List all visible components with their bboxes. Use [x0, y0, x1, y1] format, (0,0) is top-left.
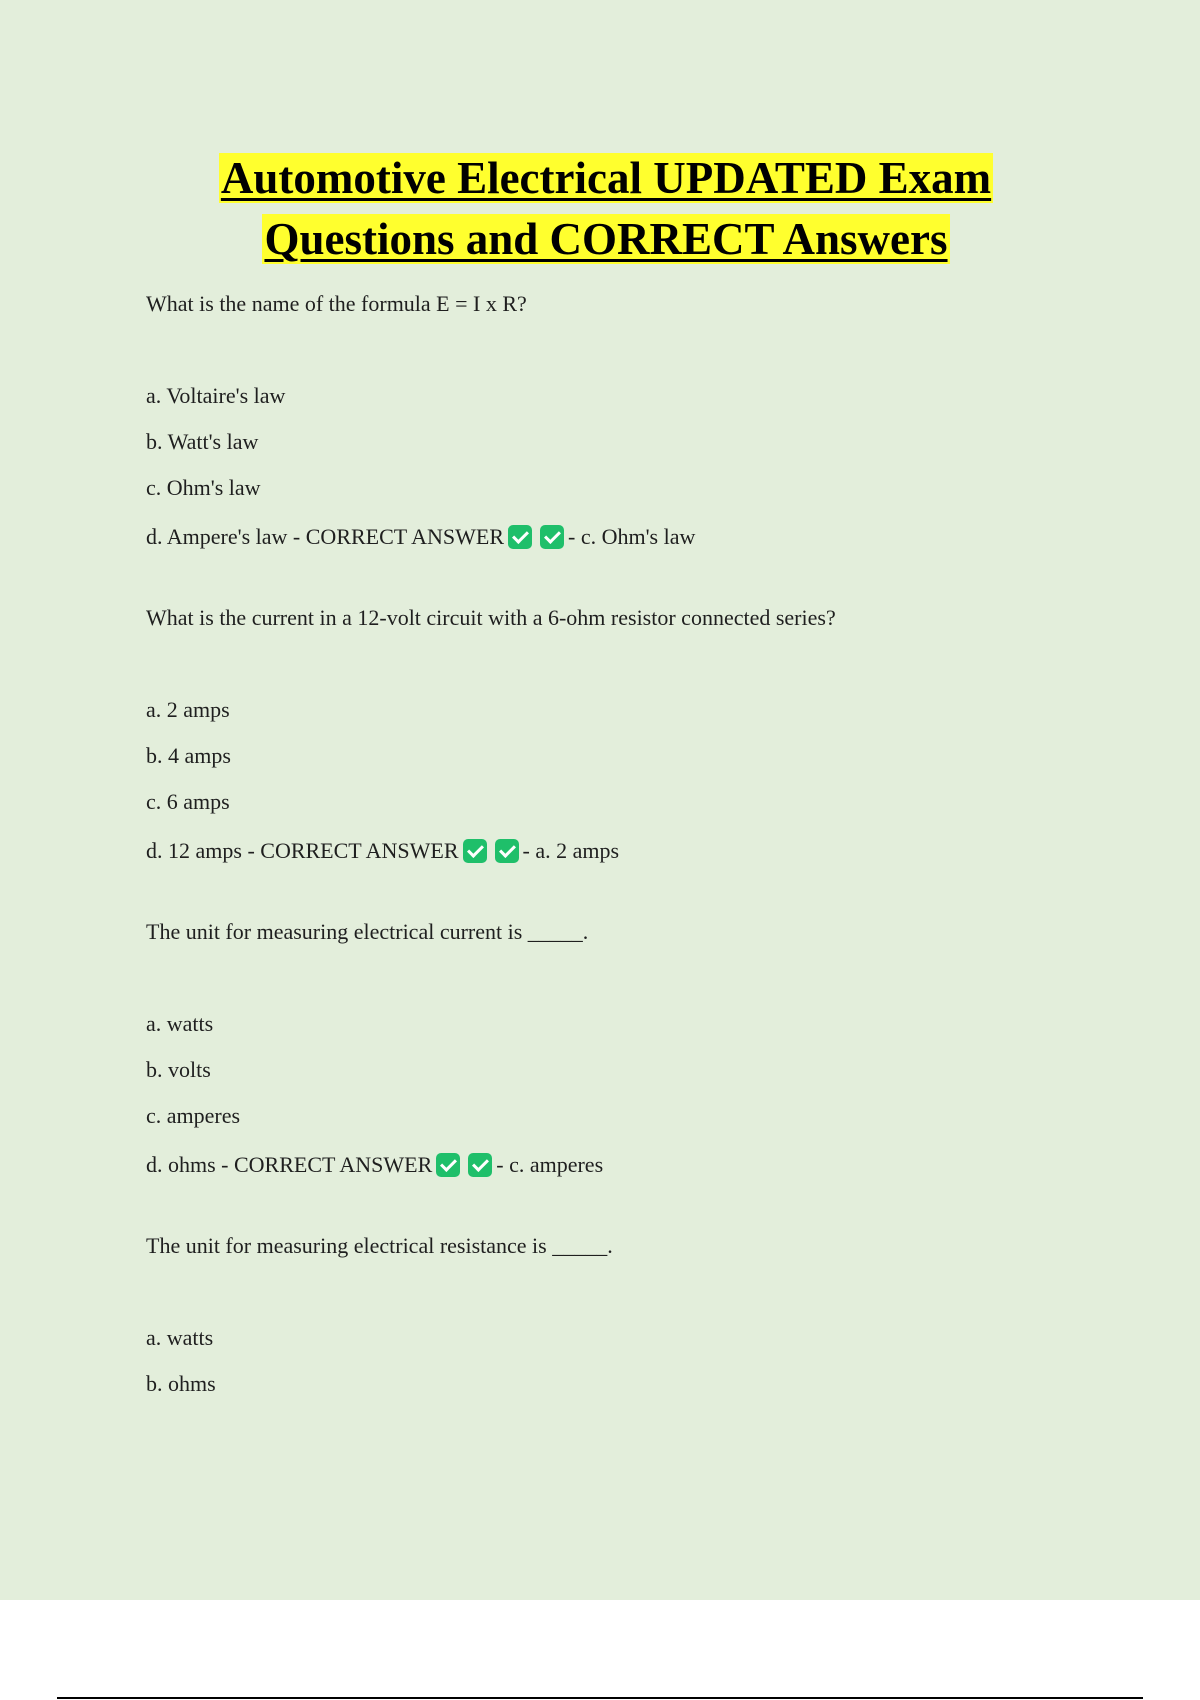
question-block: [146, 290, 1066, 554]
check-mark-icon: [468, 1153, 492, 1177]
options-list: [146, 1324, 1066, 1398]
check-mark-icon: [495, 839, 519, 863]
option-a: a. watts: [146, 1011, 214, 1036]
question-block: [146, 604, 1066, 868]
footer-divider: [57, 1697, 1143, 1699]
options-list: [146, 696, 1066, 868]
option-c: c. Ohm's law: [146, 475, 261, 500]
option-a: a. 2 amps: [146, 697, 230, 722]
options-list: [146, 382, 1066, 554]
option-a: a. watts: [146, 1325, 214, 1350]
question-block: [146, 918, 1066, 1182]
document-content: [146, 148, 1066, 1448]
options-list: [146, 1010, 1066, 1182]
title-line-2: Questions and CORRECT Answers: [264, 214, 948, 264]
option-d: d. 12 amps - CORRECT ANSWER: [146, 838, 459, 863]
check-mark-icon: [436, 1153, 460, 1177]
check-mark-icon: [463, 839, 487, 863]
option-b: b. Watt's law: [146, 429, 259, 454]
correct-answer: - c. amperes: [496, 1152, 604, 1177]
question-text: What is the current in a 12-volt circuit with a 6-ohm resistor connected series?: [146, 605, 836, 630]
option-d: d. Ampere's law - CORRECT ANSWER: [146, 524, 504, 549]
option-d-with-answer: [146, 1148, 1066, 1182]
correct-answer: - a. 2 amps: [522, 838, 620, 863]
title-line-1: Automotive Electrical UPDATED Exam: [220, 153, 992, 203]
correct-answer: - c. Ohm's law: [568, 524, 696, 549]
option-a: a. Voltaire's law: [146, 383, 286, 408]
option-d-with-answer: [146, 834, 1066, 868]
document-title: [146, 148, 1066, 270]
option-c: c. amperes: [146, 1103, 241, 1128]
option-b: b. ohms: [146, 1371, 216, 1396]
option-b: b. 4 amps: [146, 743, 231, 768]
option-b: b. volts: [146, 1057, 211, 1082]
option-d-with-answer: [146, 520, 1066, 554]
question-text: What is the name of the formula E = I x R?: [146, 291, 527, 316]
check-mark-icon: [508, 525, 532, 549]
option-d: d. ohms - CORRECT ANSWER: [146, 1152, 433, 1177]
question-text: The unit for measuring electrical resistance is _____.: [146, 1233, 613, 1258]
check-mark-icon: [540, 525, 564, 549]
option-c: c. 6 amps: [146, 789, 230, 814]
question-block: [146, 1232, 1066, 1398]
question-text: The unit for measuring electrical current is _____.: [146, 919, 589, 944]
